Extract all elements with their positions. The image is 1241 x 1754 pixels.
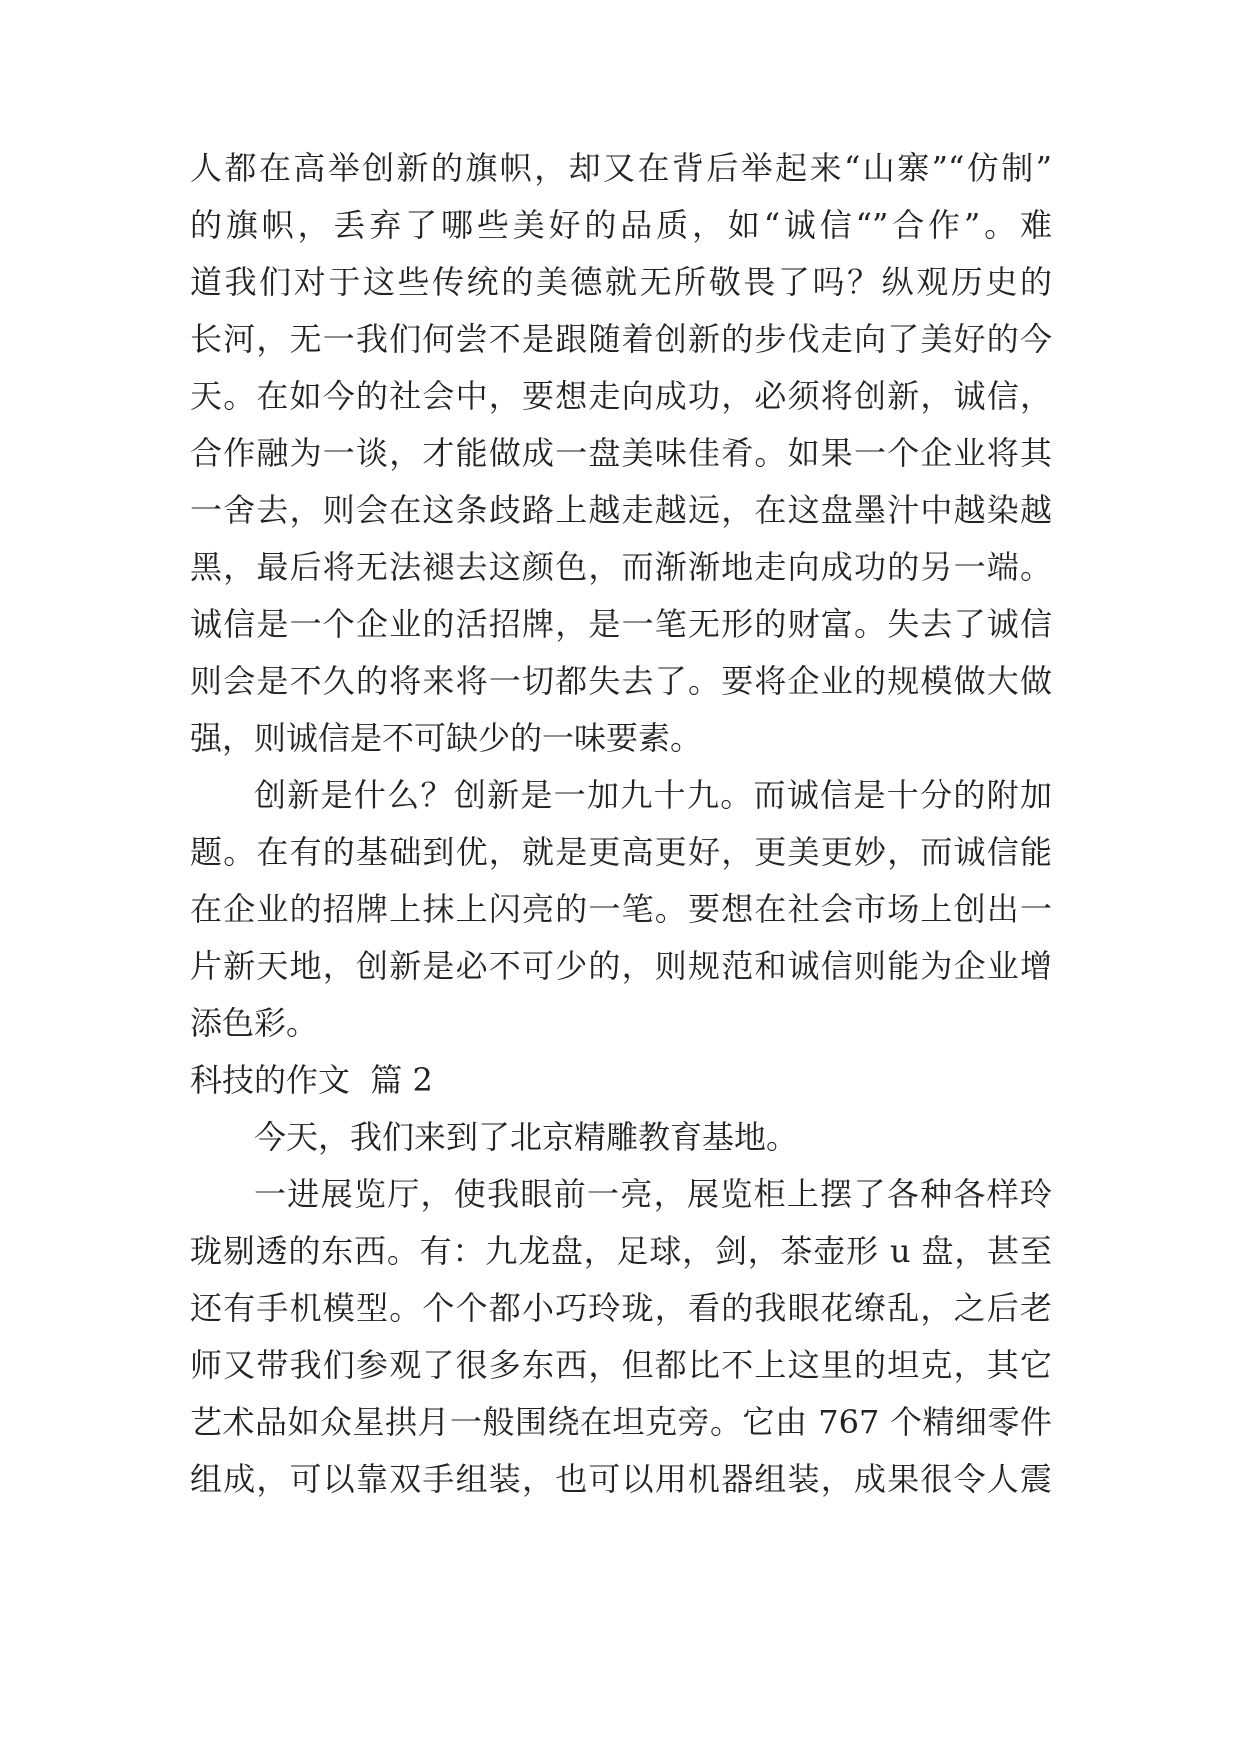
paragraph-first-line: 一进展览厅，使我眼前一亮，展览柜上摆了各种各样玲 <box>254 1175 1052 1213</box>
paragraph-first-line: 创新是什么？创新是一加九十九。而诚信是十分的附加 <box>254 776 1052 814</box>
text-line: 合作融为一谈，才能做成一盘美味佳肴。如果一个企业将其 <box>190 434 1052 472</box>
text-line: 道我们对于这些传统的美德就无所敬畏了吗？纵观历史的 <box>190 263 1052 301</box>
text-line: 一舍去，则会在这条歧路上越走越远，在这盘墨汁中越染越 <box>190 491 1052 529</box>
text-line: 诚信是一个企业的活招牌，是一笔无形的财富。失去了诚信 <box>190 605 1052 643</box>
text-line: 还有手机模型。个个都小巧玲珑，看的我眼花缭乱，之后老 <box>190 1289 1052 1327</box>
text-line: 强，则诚信是不可缺少的一味要素。 <box>190 719 703 757</box>
paragraph-first-line: 今天，我们来到了北京精雕教育基地。 <box>254 1118 799 1156</box>
text-line: 添色彩。 <box>190 1004 319 1042</box>
text-line: 艺术品如众星拱月一般围绕在坦克旁。它由 767 个精细零件 <box>190 1403 1052 1441</box>
text-line: 长河，无一我们何尝不是跟随着创新的步伐走向了美好的今 <box>190 320 1052 358</box>
text-line: 题。在有的基础到优，就是更高更好，更美更妙，而诚信能 <box>190 833 1052 871</box>
text-line: 珑剔透的东西。有：九龙盘，足球，剑，茶壶形 u 盘，甚至 <box>190 1232 1052 1270</box>
text-line: 片新天地，创新是必不可少的，则规范和诚信则能为企业增 <box>190 947 1052 985</box>
text-line: 组成，可以靠双手组装，也可以用机器组装，成果很令人震 <box>190 1460 1052 1498</box>
text-line: 的旗帜，丢弃了哪些美好的品质，如“诚信“”合作”。难 <box>190 206 1052 244</box>
text-line: 黑，最后将无法褪去这颜色，而渐渐地走向成功的另一端。 <box>190 548 1052 586</box>
text-line: 在企业的招牌上抹上闪亮的一笔。要想在社会市场上创出一 <box>190 890 1052 928</box>
text-line: 天。在如今的社会中，要想走向成功，必须将创新，诚信， <box>190 377 1052 415</box>
text-line: 则会是不久的将来将一切都失去了。要将企业的规模做大做 <box>190 662 1052 700</box>
text-line: 人都在高举创新的旗帜，却又在背后举起来“山寨”“仿制” <box>190 149 1052 187</box>
text-line: 师又带我们参观了很多东西，但都比不上这里的坦克，其它 <box>190 1346 1052 1384</box>
section-heading: 科技的作文 篇 2 <box>190 1061 433 1099</box>
